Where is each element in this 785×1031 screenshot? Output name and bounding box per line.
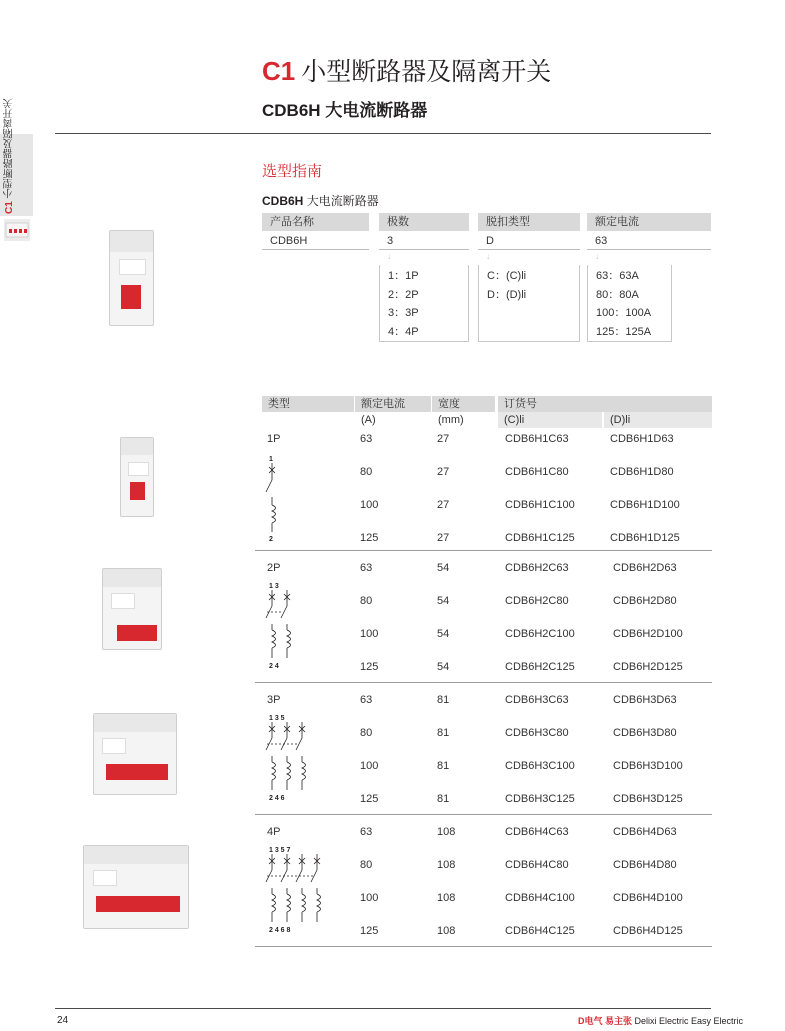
page-subtitle: CDB6H 大电流断路器 [262,101,428,120]
row-width: 27 [437,433,450,445]
svg-text:2 4: 2 4 [269,663,279,670]
wiring-diagram-3p-icon [263,712,315,809]
row-order-c: CDB6H1C100 [505,499,575,511]
row-width: 54 [437,562,450,574]
row-order-d: CDB6H1D63 [610,433,674,445]
selection-product-code: CDB6H [262,194,304,208]
row-order-c: CDB6H2C80 [505,595,569,607]
row-order-d: CDB6H3D63 [613,694,677,706]
product-image-4p [83,845,189,929]
side-breaker-icon [4,219,30,241]
row-current: 63 [360,826,373,838]
row-current: 100 [360,499,379,511]
side-chapter-tab [0,98,33,216]
sel-col-3-option: 80：80A [596,288,639,301]
row-current: 63 [360,694,373,706]
header-divider [55,133,711,134]
row-order-d: CDB6H3D80 [613,727,677,739]
row-width: 81 [437,694,450,706]
table-header-type: 类型 [262,396,354,412]
row-order-c: CDB6H3C63 [505,694,569,706]
row-current: 80 [360,859,373,871]
product-image-1p [120,437,154,517]
row-order-d: CDB6H4D80 [613,859,677,871]
row-order-d: CDB6H2D100 [613,628,683,640]
side-tab-label: 小型断路器及隔离开关 [4,98,15,199]
page-title [262,52,551,88]
row-width: 27 [437,499,450,511]
row-width: 54 [437,628,450,640]
row-current: 80 [360,727,373,739]
sel-col-3-options [587,265,672,342]
svg-text:1: 1 [269,456,273,463]
sel-col-3-value: 63 [587,233,711,250]
wiring-diagram-4p-icon [263,844,329,941]
row-order-c: CDB6H4C63 [505,826,569,838]
footer-divider [55,1008,711,1009]
group-divider [255,814,712,815]
row-order-d: CDB6H1D100 [610,499,680,511]
sel-col-1-option: 2：2P [388,288,419,301]
row-width: 108 [437,892,456,904]
title-text: 小型断路器及隔离开关 [301,58,552,86]
row-current: 125 [360,793,379,805]
table-header-order-d: (D)li [604,412,712,428]
sel-col-3-option: 100：100A [596,307,652,319]
table-header-order: 订货号 [498,396,712,412]
table-header-current-unit: (A) [355,412,431,428]
row-order-c: CDB6H4C80 [505,859,569,871]
table-header-width: 宽度 [432,396,495,412]
group-type-label: 2P [267,562,281,574]
row-order-d: CDB6H4D125 [613,925,683,937]
row-order-c: CDB6H4C100 [505,892,575,904]
row-order-c: CDB6H3C125 [505,793,575,805]
product-image-3p [93,713,177,795]
table-header-order-c: (C)li [498,412,602,428]
row-current: 100 [360,892,379,904]
row-current: 125 [360,925,379,937]
row-width: 81 [437,727,450,739]
row-order-c: CDB6H2C125 [505,661,575,673]
selection-product-name: 大电流断路器 [306,194,379,208]
selection-breaker-image [109,230,154,326]
group-divider [255,682,712,683]
sel-col-1-option: 3：3P [388,307,419,319]
row-order-c: CDB6H3C100 [505,760,575,772]
sel-col-1-option: 4：4P [388,325,419,338]
row-width: 54 [437,595,450,607]
svg-text:1 3 5 7: 1 3 5 7 [269,847,291,854]
row-order-d: CDB6H3D100 [613,760,683,772]
svg-text:1 3 5: 1 3 5 [269,715,285,722]
sel-col-3-header: 额定电流 [587,213,711,231]
row-order-d: CDB6H2D125 [613,661,683,673]
sel-col-3-option: 125：125A [596,325,652,338]
sel-col-2-option: D：(D)li [487,288,527,301]
group-type-label: 4P [267,826,281,838]
row-current: 63 [360,562,373,574]
row-order-d: CDB6H4D100 [613,892,683,904]
selection-guide-title: 选型指南 [262,163,323,180]
side-tab-text [4,98,30,214]
sel-col-1-value: 3 [379,233,469,250]
row-width: 108 [437,859,456,871]
row-width: 27 [437,466,450,478]
row-order-c: CDB6H1C63 [505,433,569,445]
row-current: 125 [360,661,379,673]
svg-text:2 4 6: 2 4 6 [269,795,285,802]
group-type-label: 3P [267,694,281,706]
sel-col-3-option: 63：63A [596,270,639,282]
row-order-c: CDB6H1C80 [505,466,569,478]
sel-col-1-arrow-icon: ↓ [387,251,392,261]
row-current: 80 [360,466,373,478]
sel-col-1-option: 1：1P [388,270,419,282]
row-width: 108 [437,826,456,838]
sel-col-2-option: C：(C)li [487,270,527,282]
row-width: 54 [437,661,450,673]
sel-col-1-header: 极数 [379,213,469,231]
row-width: 27 [437,532,450,544]
row-current: 80 [360,595,373,607]
row-order-d: CDB6H4D63 [613,826,677,838]
row-order-d: CDB6H2D80 [613,595,677,607]
sel-col-0-header: 产品名称 [262,213,369,231]
footer-brand [578,1014,743,1027]
footer-brand-en: Delixi Electric Easy Electric [634,1016,744,1026]
row-current: 63 [360,433,373,445]
sel-col-2-options [478,265,580,342]
group-type-label: 1P [267,433,281,445]
row-current: 125 [360,532,379,544]
group-divider [255,550,712,551]
wiring-diagram-1p-icon [263,452,293,549]
wiring-diagram-2p-icon [263,580,299,677]
product-image-2p [102,568,162,650]
row-order-c: CDB6H2C63 [505,562,569,574]
row-width: 108 [437,925,456,937]
side-tab-code: C1 [4,201,15,214]
sel-col-3-arrow-icon: ↓ [595,251,600,261]
row-order-d: CDB6H1D125 [610,532,680,544]
selection-product-line [262,192,379,209]
row-order-c: CDB6H4C125 [505,925,575,937]
row-order-d: CDB6H3D125 [613,793,683,805]
row-order-d: CDB6H1D80 [610,466,674,478]
svg-text:1 3: 1 3 [269,583,279,590]
sel-col-2-value: D [478,233,580,250]
row-width: 81 [437,793,450,805]
sel-col-2-header: 脱扣类型 [478,213,580,231]
row-order-d: CDB6H2D63 [613,562,677,574]
row-width: 81 [437,760,450,772]
row-current: 100 [360,628,379,640]
row-order-c: CDB6H1C125 [505,532,575,544]
page-number: 24 [57,1015,69,1026]
svg-text:2 4 6 8: 2 4 6 8 [269,927,291,934]
row-order-c: CDB6H3C80 [505,727,569,739]
sel-col-1-options [379,265,469,342]
footer-brand-cn: D电气 易主张 [578,1016,633,1026]
sel-col-2-arrow-icon: ↓ [486,251,491,261]
group-divider [255,946,712,947]
title-code: C1 [262,56,296,86]
svg-text:2: 2 [269,536,273,543]
table-header-width-unit: (mm) [432,412,495,428]
table-header-current: 额定电流 [355,396,431,412]
row-order-c: CDB6H2C100 [505,628,575,640]
sel-col-0-value: CDB6H [262,233,369,250]
row-current: 100 [360,760,379,772]
